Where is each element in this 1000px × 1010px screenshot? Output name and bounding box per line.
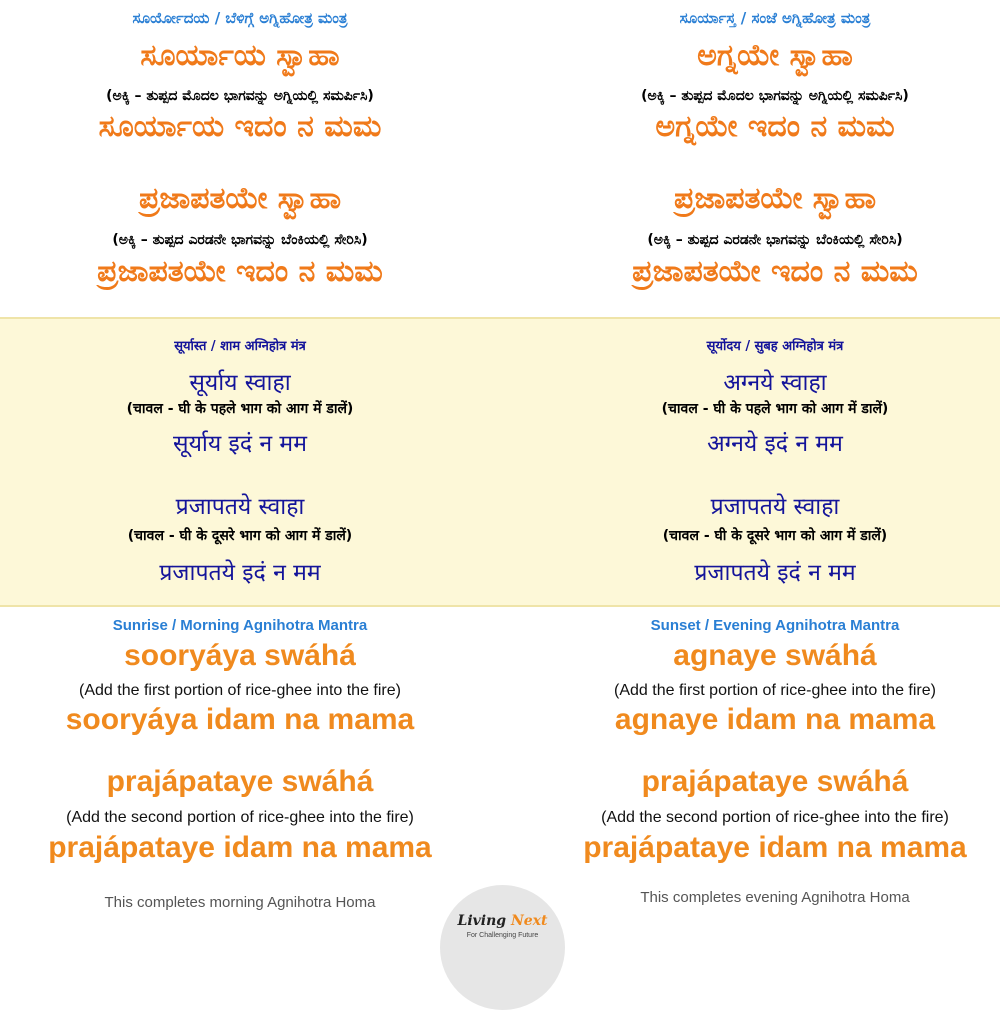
kannada-morning-note-2: (ಅಕ್ಕಿ – ತುಪ್ಪದ ಎರಡನೇ ಭಾಗವನ್ನು ಬೆಂಕಿಯಲ್ಲಿ ಸೇರಿಸಿ) bbox=[112, 232, 368, 248]
hindi-section bbox=[0, 317, 1000, 607]
kannada-evening-column bbox=[540, 0, 1000, 317]
english-evening-mantra-2: agnaye idam na mama bbox=[614, 703, 936, 736]
english-morning-mantra-4: prajápataye idam na mama bbox=[48, 831, 432, 864]
kannada-morning-column bbox=[5, 0, 475, 317]
english-morning-footer: This completes morning Agnihotra Homa bbox=[104, 894, 376, 911]
logo-wordmark bbox=[440, 913, 565, 929]
kannada-evening-mantra-3: ಪ್ರಜಾಪತಯೇ ಸ್ವಾಹಾ bbox=[673, 181, 877, 216]
hindi-right-heading: सूर्योदय / सुबह अग्निहोत्र मंत्र bbox=[706, 339, 844, 354]
english-evening-mantra-3: prajápataye swáhá bbox=[641, 765, 909, 798]
hindi-left-note-2: (चावल - घी के दूसरे भाग को आग में डालें) bbox=[127, 528, 353, 544]
kannada-section bbox=[0, 0, 1000, 317]
english-morning-mantra-3: prajápataye swáhá bbox=[106, 765, 374, 798]
kannada-evening-heading: ಸೂರ್ಯಾಸ್ತ / ಸಂಜೆ ಅಗ್ನಿಹೋತ್ರ ಮಂತ್ರ bbox=[679, 9, 871, 27]
kannada-evening-mantra-1: ಅಗ್ನಯೇ ಸ್ವಾಹಾ bbox=[697, 38, 853, 73]
hindi-left-mantra-3: प्रजापतये स्वाहा bbox=[175, 494, 305, 520]
english-evening-mantra-4: prajápataye idam na mama bbox=[583, 831, 967, 864]
hindi-left-mantra-2: सूर्याय इदं न मम bbox=[173, 431, 307, 457]
english-evening-mantra-1: agnaye swáhá bbox=[673, 639, 877, 672]
english-evening-heading: Sunset / Evening Agnihotra Mantra bbox=[650, 617, 900, 634]
english-morning-mantra-1: sooryáya swáhá bbox=[124, 639, 356, 672]
hindi-right-note-2: (चावल - घी के दूसरे भाग को आग में डालें) bbox=[662, 528, 888, 544]
kannada-morning-mantra-3: ಪ್ರಜಾಪತಯೇ ಸ್ವಾಹಾ bbox=[138, 181, 342, 216]
hindi-right-note-1: (चावल - घी के पहले भाग को आग में डालें) bbox=[661, 401, 889, 417]
hindi-left-heading: सूर्यास्त / शाम अग्निहोत्र मंत्र bbox=[174, 339, 306, 354]
english-evening-note-1: (Add the first portion of rice-ghee into the fire) bbox=[614, 682, 936, 699]
logo-word-next: Next bbox=[510, 913, 548, 929]
hindi-right-mantra-2: अग्नये इदं न मम bbox=[707, 431, 843, 457]
kannada-evening-mantra-2: ಅಗ್ನಯೇ ಇದಂ ನ ಮಮ bbox=[655, 109, 895, 144]
english-evening-footer: This completes evening Agnihotra Homa bbox=[640, 889, 910, 906]
living-next-logo bbox=[440, 885, 565, 1010]
kannada-evening-note-2: (ಅಕ್ಕಿ – ತುಪ್ಪದ ಎರಡನೇ ಭಾಗವನ್ನು ಬೆಂಕಿಯಲ್ಲಿ ಸೇರಿಸಿ) bbox=[647, 232, 903, 248]
kannada-morning-mantra-1: ಸೂರ್ಯಾಯ ಸ್ವಾಹಾ bbox=[140, 38, 340, 73]
english-morning-heading: Sunrise / Morning Agnihotra Mantra bbox=[112, 617, 368, 634]
logo-word-living: Living bbox=[457, 913, 511, 929]
logo-tagline: For Challenging Future bbox=[466, 932, 539, 939]
english-evening-column bbox=[540, 607, 1000, 950]
english-morning-mantra-2: sooryáya idam na mama bbox=[65, 703, 415, 736]
english-evening-note-2: (Add the second portion of rice-ghee into the fire) bbox=[601, 809, 949, 826]
english-morning-note-2: (Add the second portion of rice-ghee into the fire) bbox=[66, 809, 414, 826]
hindi-right-mantra-3: प्रजापतये स्वाहा bbox=[710, 494, 840, 520]
kannada-evening-mantra-4: ಪ್ರಜಾಪತಯೇ ಇದಂ ನ ಮಮ bbox=[632, 254, 918, 289]
hindi-right-mantra-1: अग्नये स्वाहा bbox=[723, 370, 827, 396]
kannada-morning-heading: ಸೂರ್ಯೋದಯ / ಬೆಳಿಗ್ಗೆ ಅಗ್ನಿಹೋತ್ರ ಮಂತ್ರ bbox=[132, 9, 348, 27]
hindi-right-column bbox=[540, 319, 1000, 605]
kannada-morning-mantra-2: ಸೂರ್ಯಾಯ ಇದಂ ನ ಮಮ bbox=[98, 109, 382, 144]
kannada-morning-mantra-4: ಪ್ರಜಾಪತಯೇ ಇದಂ ನ ಮಮ bbox=[97, 254, 383, 289]
hindi-right-mantra-4: प्रजापतये इदं न मम bbox=[694, 560, 856, 586]
hindi-left-mantra-4: प्रजापतये इदं न मम bbox=[159, 560, 321, 586]
english-morning-column bbox=[5, 607, 475, 950]
hindi-left-mantra-1: सूर्याय स्वाहा bbox=[189, 370, 291, 396]
hindi-left-column bbox=[5, 319, 475, 605]
kannada-evening-note-1: (ಅಕ್ಕಿ – ತುಪ್ಪದ ಮೊದಲ ಭಾಗವನ್ನು ಅಗ್ನಿಯಲ್ಲಿ ಸಮರ್ಪಿಸಿ) bbox=[641, 88, 909, 104]
kannada-morning-note-1: (ಅಕ್ಕಿ – ತುಪ್ಪದ ಮೊದಲ ಭಾಗವನ್ನು ಅಗ್ನಿಯಲ್ಲಿ ಸಮರ್ಪಿಸಿ) bbox=[106, 88, 374, 104]
hindi-left-note-1: (चावल - घी के पहले भाग को आग में डालें) bbox=[126, 401, 354, 417]
english-morning-note-1: (Add the first portion of rice-ghee into the fire) bbox=[79, 682, 401, 699]
